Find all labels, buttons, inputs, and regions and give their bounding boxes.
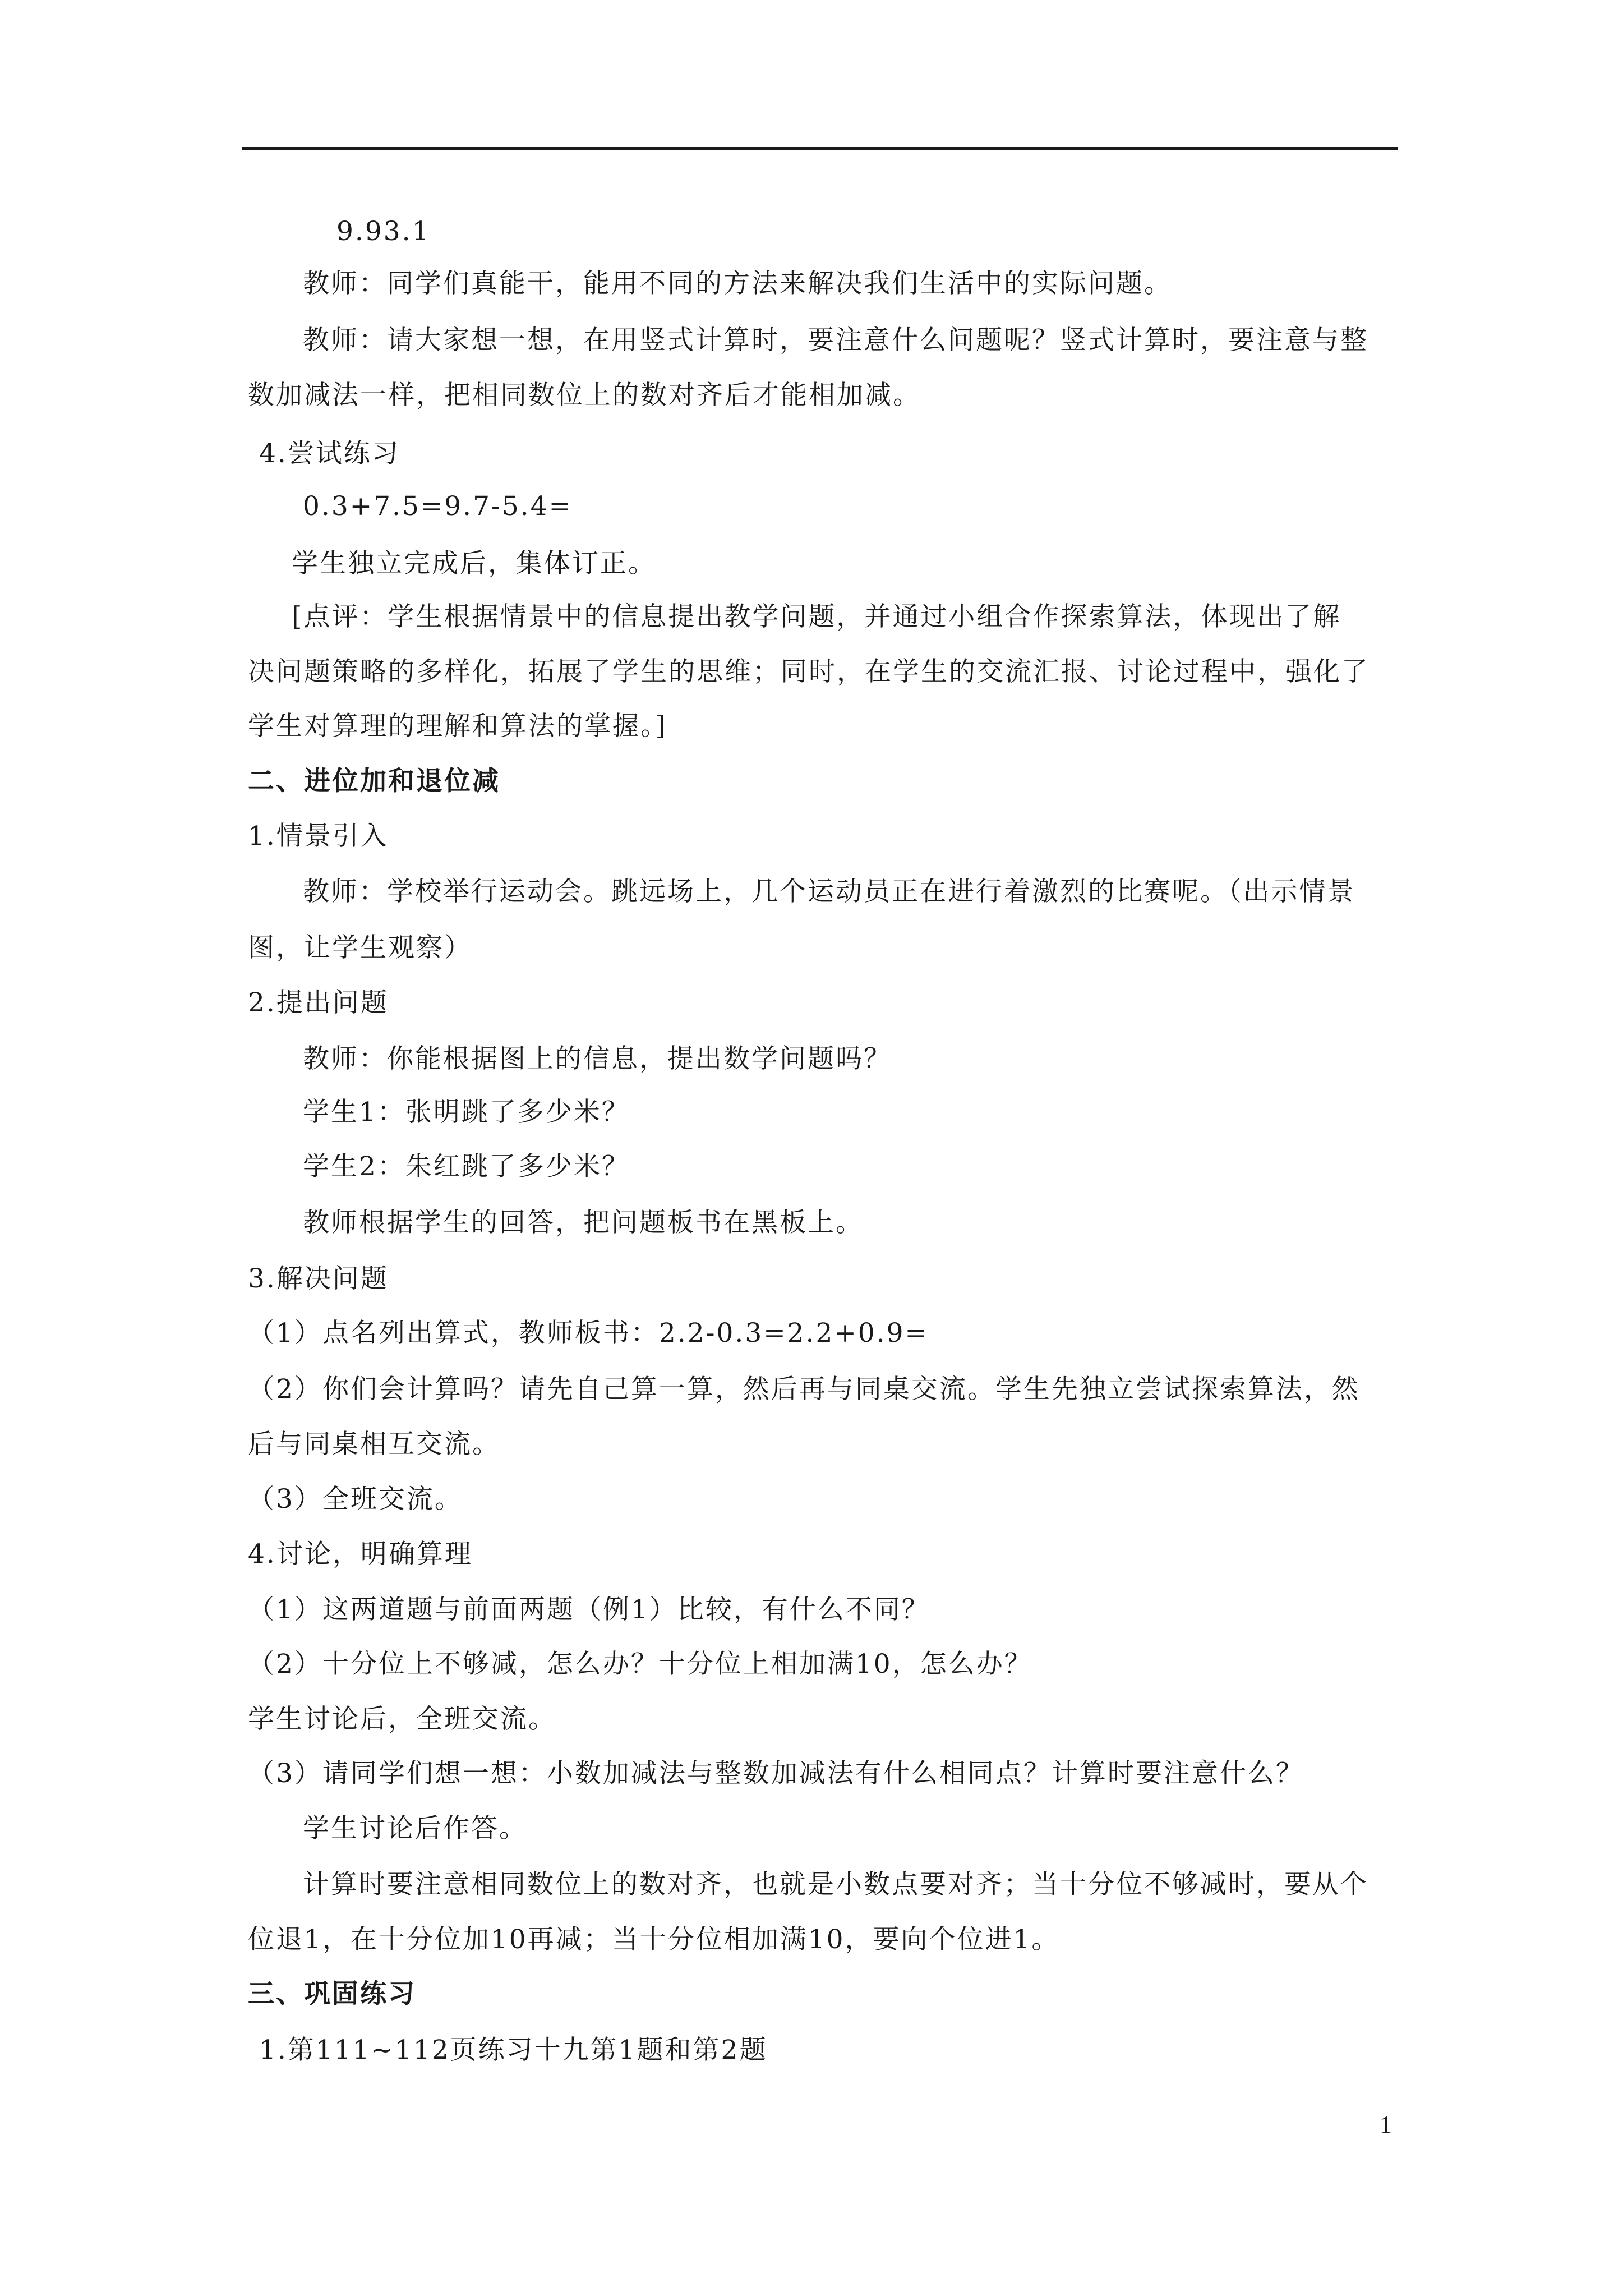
text-line: 1.第111~112页练习十九第1题和第2题 [259,2035,768,2065]
text-line: （3）全班交流。 [248,1484,463,1515]
text-line: 学生对算理的理解和算法的掌握。] [248,711,667,742]
text-line: 图，让学生观察） [248,932,472,963]
text-line: 3.解决问题 [248,1263,389,1294]
text-line: [点评：学生根据情景中的信息提出教学问题，并通过小组合作探索算法，体现出了解 [292,601,1341,632]
text-line: 2.提出问题 [248,987,389,1018]
text-line: 1.情景引入 [248,821,389,852]
text-line: 教师：同学们真能干，能用不同的方法来解决我们生活中的实际问题。 [303,268,1172,299]
text-line: 教师根据学生的回答，把问题板书在黑板上。 [303,1207,864,1238]
text-line: 数加减法一样，把相同数位上的数对齐后才能相加减。 [248,380,921,411]
text-line: 位退1，在十分位加10再减；当十分位相加满10，要向个位进1。 [248,1924,1060,1955]
text-line: 教师：学校举行运动会。跳远场上，几个运动员正在进行着激烈的比赛呢。（出示情景 [303,876,1355,907]
text-line: 后与同桌相互交流。 [248,1429,500,1460]
text-line: 决问题策略的多样化，拓展了学生的思维；同时，在学生的交流汇报、讨论过程中，强化了 [248,656,1370,687]
text-line: 学生讨论后，全班交流。 [248,1704,556,1734]
section-heading: 二、进位加和退位减 [248,766,500,797]
text-line: 学生2：朱红跳了多少米？ [303,1151,630,1182]
text-line: 计算时要注意相同数位上的数对齐，也就是小数点要对齐；当十分位不够减时，要从个 [303,1869,1368,1900]
text-line: 4.讨论，明确算理 [248,1539,473,1570]
page-number: 1 [1380,2111,1392,2138]
text-line: 学生1：张明跳了多少米？ [303,1097,630,1128]
text-line: （1）点名列出算式，教师板书：2.2-0.3=2.2+0.9= [248,1318,929,1349]
text-line: （1）这两道题与前面两题（例1）比较，有什么不同？ [248,1594,930,1625]
section-heading: 三、巩固练习 [248,1978,416,2009]
text-line: （3）请同学们想一想：小数加减法与整数加减法有什么相同点？计算时要注意什么？ [248,1758,1304,1789]
text-line: （2）你们会计算吗？请先自己算一算，然后再与同桌交流。学生先独立尝试探索算法，然 [248,1374,1360,1405]
text-line: 教师：请大家想一想，在用竖式计算时，要注意什么问题呢？竖式计算时，要注意与整 [303,325,1368,356]
text-line: 学生讨论后作答。 [303,1813,527,1844]
text-line: 学生独立完成后，集体订正。 [292,548,656,579]
text-line: （2）十分位上不够减，怎么办？十分位上相加满10，怎么办？ [248,1649,1032,1680]
text-line: 0.3+7.5=9.7-5.4= [303,491,573,522]
header-rule [242,147,1398,150]
text-line: 4.尝试练习 [259,438,400,469]
text-line: 教师：你能根据图上的信息，提出数学问题吗？ [303,1043,892,1074]
text-line: 9.93.1 [336,216,431,247]
